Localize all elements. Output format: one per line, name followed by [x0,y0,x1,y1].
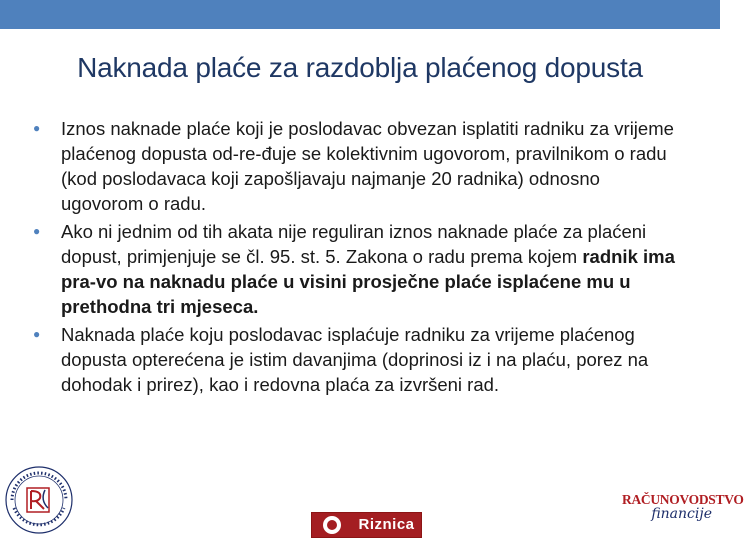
riznica-wordmark: Riznica [352,513,421,537]
slide-title: Naknada plaće za razdoblja plaćenog dopusta [77,52,643,83]
bullet-dot-icon: ● [33,224,41,238]
bullet-list [30,116,682,400]
bullet-bold-text: radnik ima pra-vo na naknadu plaće u visini prosječne plaće isplaćene mu u prethodna tri mjeseca. [61,246,675,317]
riznica-logo [311,512,422,538]
bullet-item [30,116,682,216]
financije-wordmark: financije [651,506,712,522]
bullet-text: Iznos naknade plaće koji je poslodavac obvezan isplatiti radniku za vrijeme plaćenog dopusta od-re-đuje se kolektivnim ugovorom, pravilnikom o radu (kod poslodavaca koji zapošljavaju najmanje 20 radnika) odnosno ugovorom o radu. [61,118,674,214]
top-band [0,0,720,29]
bullet-text: Naknada plaće koju poslodavac isplaćuje radniku za vrijeme plaćenog dopusta opterećena je istim davanjima (doprinosi iz i na plaću, porez na dohodak i prirez), kao i redovna plaća za izvršeni rad. [61,324,649,395]
racunovodstvo-logo [622,492,744,538]
racunovodstvo-wordmark: RAČUNOVODSTVO [622,492,744,507]
bullet-dot-icon: ● [33,121,41,135]
bullet-item [30,219,682,319]
seal-logo-icon [4,460,74,538]
bullet-dot-icon: ● [33,327,41,341]
riznica-badge-icon [312,513,352,537]
bullet-text: Ako ni jednim od tih akata nije reguliran iznos naknade plaće za plaćeni dopust, primjenjuje se čl. 95. st. 5. Zakona o radu prema kojem [61,221,647,267]
bullet-item [30,322,682,397]
